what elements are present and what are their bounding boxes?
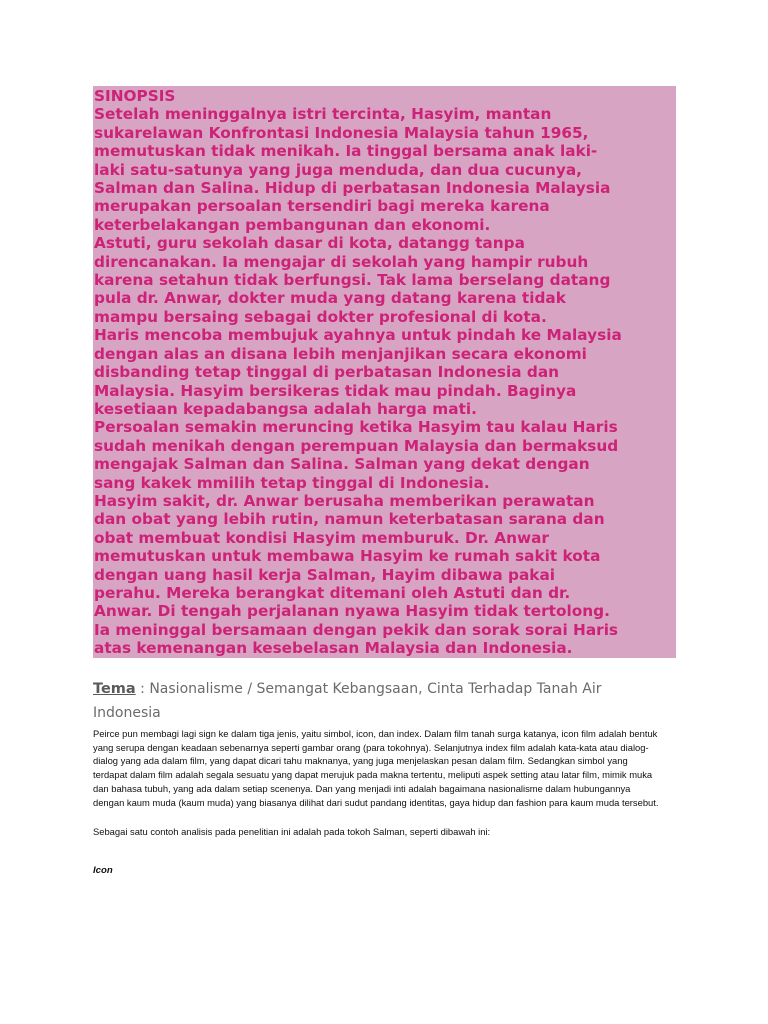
tema-line	[93, 678, 683, 725]
tema-separator: :	[135, 681, 150, 697]
tema-label: Tema	[93, 681, 136, 697]
example-sentence: Sebagai satu contoh analisis pada penelitian ini adalah pada tokoh Salman, seperti dibawah ini:	[93, 826, 491, 837]
tema-value-continued: Indonesia	[93, 704, 161, 721]
body-paragraph: Peirce pun membagi lagi sign ke dalam tiga jenis, yaitu simbol, icon, dan index. Dalam film tanah surga katanya, icon film adalah bentuk yang serupa dengan keadaan sebenarnya seperti gambar orang (para tokohnya). Selanjutnya index film adalah kata-kata atau dialog- dialog yang ada dalam film, yang dapat dicari tahu maknanya, yang juga menjelaskan pesan dalam film. Sedangkan simbol yang terdapat dalam film adalah segala sesuatu yang dapat merujuk pada makna tertentu, meliputi aspek setting atau latar film, mimik muka dan bahasa tubuh, yang ada dalam setiap scenenya. Dan yang menjadi inti adalah bagaimana nasionalisme dalam hubungannya dengan kaum muda (kaum muda) yang biasanya dilihat dari sudut pandang identitas, gaya hidup dan fashion para kaum muda tersebut.	[93, 728, 659, 808]
icon-subheading: Icon	[93, 865, 113, 876]
tema-value: Nasionalisme / Semangat Kebangsaan, Cinta Terhadap Tanah Air	[149, 681, 602, 697]
synopsis-box	[93, 86, 676, 658]
synopsis-text: SINOPSIS Setelah meninggalnya istri tercinta, Hasyim, mantan sukarelawan Konfrontasi Indonesia Malaysia tahun 1965, memutuskan tidak menikah. Ia tinggal bersama anak laki- laki satu-satunya yang juga menduda, dan dua cucunya, Salman dan Salina. Hidup di perbatasan Indonesia Malaysia merupakan persoalan tersendiri bagi mereka karena keterbelakangan pembangunan dan ekonomi. Astuti, guru sekolah dasar di kota, datangg tanpa direncanakan. Ia mengajar di sekolah yang hampir rubuh karena setahun tidak berfungsi. Tak lama berselang datang pula dr. Anwar, dokter muda yang datang karena tidak mampu bersaing sebagai dokter profesional di kota. Haris mencoba membujuk ayahnya untuk pindah ke Malaysia dengan alas an disana lebih menjanjikan secara ekonomi disbanding tetap tinggal di perbatasan Indonesia dan Malaysia. Hasyim bersikeras tidak mau pindah. Baginya kesetiaan kepadabangsa adalah harga mati. Persoalan semakin meruncing ketika Hasyim tau kalau Haris sudah menikah dengan perempuan Malaysia dan bermaksud mengajak Salman dan Salina. Salman yang dekat dengan sang kakek mmilih tetap tinggal di Indonesia. Hasyim sakit, dr. Anwar berusaha memberikan perawatan dan obat yang lebih rutin, namun keterbatasan sarana dan obat membuat kondisi Hasyim memburuk. Dr. Anwar memutuskan untuk membawa Hasyim ke rumah sakit kota dengan uang hasil kerja Salman, Hayim dibawa pakai perahu. Mereka berangkat ditemani oleh Astuti dan dr. Anwar. Di tengah perjalanan nyawa Hasyim tidak tertolong. Ia meninggal bersamaan dengan pekik dan sorak sorai Haris atas kemenangan kesebelasan Malaysia dan Indonesia.	[94, 87, 622, 658]
